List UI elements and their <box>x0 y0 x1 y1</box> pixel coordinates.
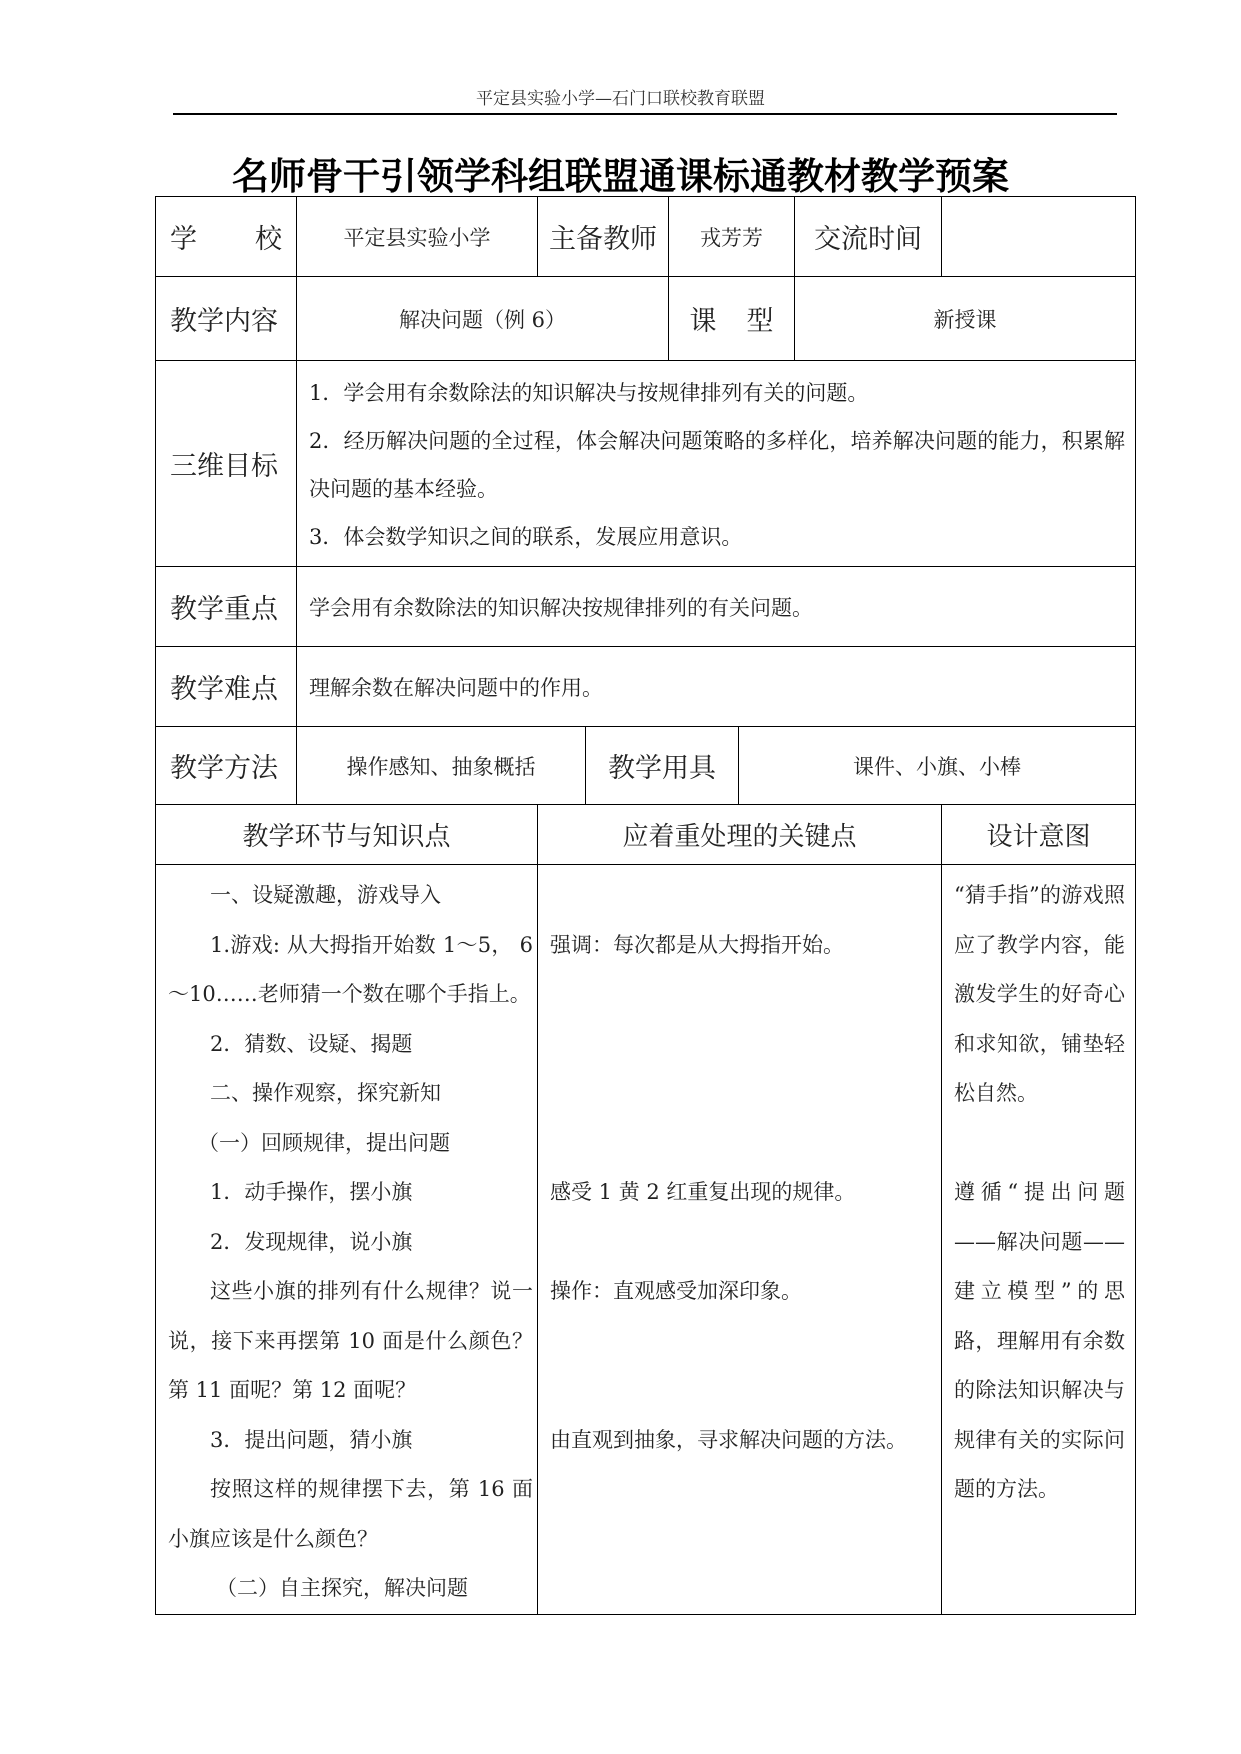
goal-item: 2．经历解决问题的全过程，体会解决问题策略的多样化，培养解决问题的能力，积累解决问题的基本经验。 <box>309 429 1125 501</box>
row-goals <box>156 361 1136 567</box>
lesson-plan-table <box>155 196 1136 1615</box>
process-line: 2．发现规律，说小旗 <box>210 1229 413 1254</box>
teacher-label: 主备教师 <box>538 197 669 277</box>
intent-note: “猜手指”的游戏照应了教学内容，能激发学生的好奇心和求知欲，铺垫轻松自然。 <box>954 883 1125 1105</box>
process-line: 这些小旗的排列有什么规律？说一说，接下来再摆第 10 面是什么颜色？第 11 面呢？第 12 面呢？ <box>168 1279 533 1402</box>
goals-label: 三维目标 <box>156 361 297 567</box>
time-label: 交流时间 <box>795 197 942 277</box>
key-note: 操作：直观感受加深印象。 <box>550 1279 802 1303</box>
tools-label: 教学用具 <box>586 727 739 805</box>
type-label: 课 型 <box>669 277 795 361</box>
process-line: 1.游戏: 从大拇指开始数 1～5， 6～10……老师猜一个数在哪个手指上。 <box>168 932 533 1006</box>
goal-item: 1．学会用有余数除法的知识解决与按规律排列有关的问题。 <box>309 381 869 405</box>
time-value <box>942 197 1136 277</box>
content-value: 解决问题（例 6） <box>297 277 669 361</box>
teacher-value: 戎芳芳 <box>669 197 795 277</box>
document-title: 名师骨干引领学科组联盟通课标通教材教学预案 <box>232 155 1009 198</box>
goals-list <box>297 361 1136 567</box>
row-key-point <box>156 567 1136 647</box>
method-value: 操作感知、抽象概括 <box>297 727 586 805</box>
intent-cell <box>942 865 1136 1615</box>
process-line: （一）回顾规律，提出问题 <box>198 1130 450 1155</box>
school-label: 学 校 <box>156 197 297 277</box>
key-note: 由直观到抽象，寻求解决问题的方法。 <box>550 1427 907 1452</box>
row-process-body <box>156 865 1136 1615</box>
process-cell <box>156 865 538 1615</box>
school-value: 平定县实验小学 <box>297 197 538 277</box>
type-value: 新授课 <box>795 277 1136 361</box>
process-line: 按照这样的规律摆下去，第 16 面小旗应该是什么颜色？ <box>168 1477 533 1551</box>
row-content <box>156 277 1136 361</box>
process-line: 3．提出问题，猜小旗 <box>210 1427 413 1452</box>
header-rule <box>173 113 1117 115</box>
row-column-heads <box>156 805 1136 865</box>
difficulty-label: 教学难点 <box>156 647 297 727</box>
content-label: 教学内容 <box>156 277 297 361</box>
key-notes-cell <box>538 865 942 1615</box>
key-point-label: 教学重点 <box>156 567 297 647</box>
key-note: 感受 1 黄 2 红重复出现的规律。 <box>550 1180 856 1204</box>
process-line: 2．猜数、设疑、揭题 <box>210 1031 413 1056</box>
row-difficulty <box>156 647 1136 727</box>
column-head-intent: 设计意图 <box>942 805 1136 865</box>
process-line: 二、操作观察，探究新知 <box>210 1081 441 1105</box>
difficulty-value: 理解余数在解决问题中的作用。 <box>297 647 1136 727</box>
row-method <box>156 727 1136 805</box>
column-head-key-notes: 应着重处理的关键点 <box>538 805 942 865</box>
process-line: 一、设疑激趣，游戏导入 <box>210 883 441 907</box>
tools-value: 课件、小旗、小棒 <box>739 727 1136 805</box>
row-school <box>156 197 1136 277</box>
method-label: 教学方法 <box>156 727 297 805</box>
process-line: 1．动手操作，摆小旗 <box>210 1180 413 1204</box>
process-line: （二）自主探究，解决问题 <box>216 1576 468 1600</box>
page-header: 平定县实验小学—石门口联校教育联盟 <box>476 89 765 109</box>
intent-note: 遵循“提出问题——解决问题——建立模型”的思路，理解用有余数的除法知识解决与规律有关的实际问题的方法。 <box>954 1180 1125 1501</box>
goal-item: 3．体会数学知识之间的联系，发展应用意识。 <box>309 525 743 549</box>
key-point-value: 学会用有余数除法的知识解决按规律排列的有关问题。 <box>297 567 1136 647</box>
column-head-process: 教学环节与知识点 <box>156 805 538 865</box>
key-note: 强调：每次都是从大拇指开始。 <box>550 932 844 957</box>
